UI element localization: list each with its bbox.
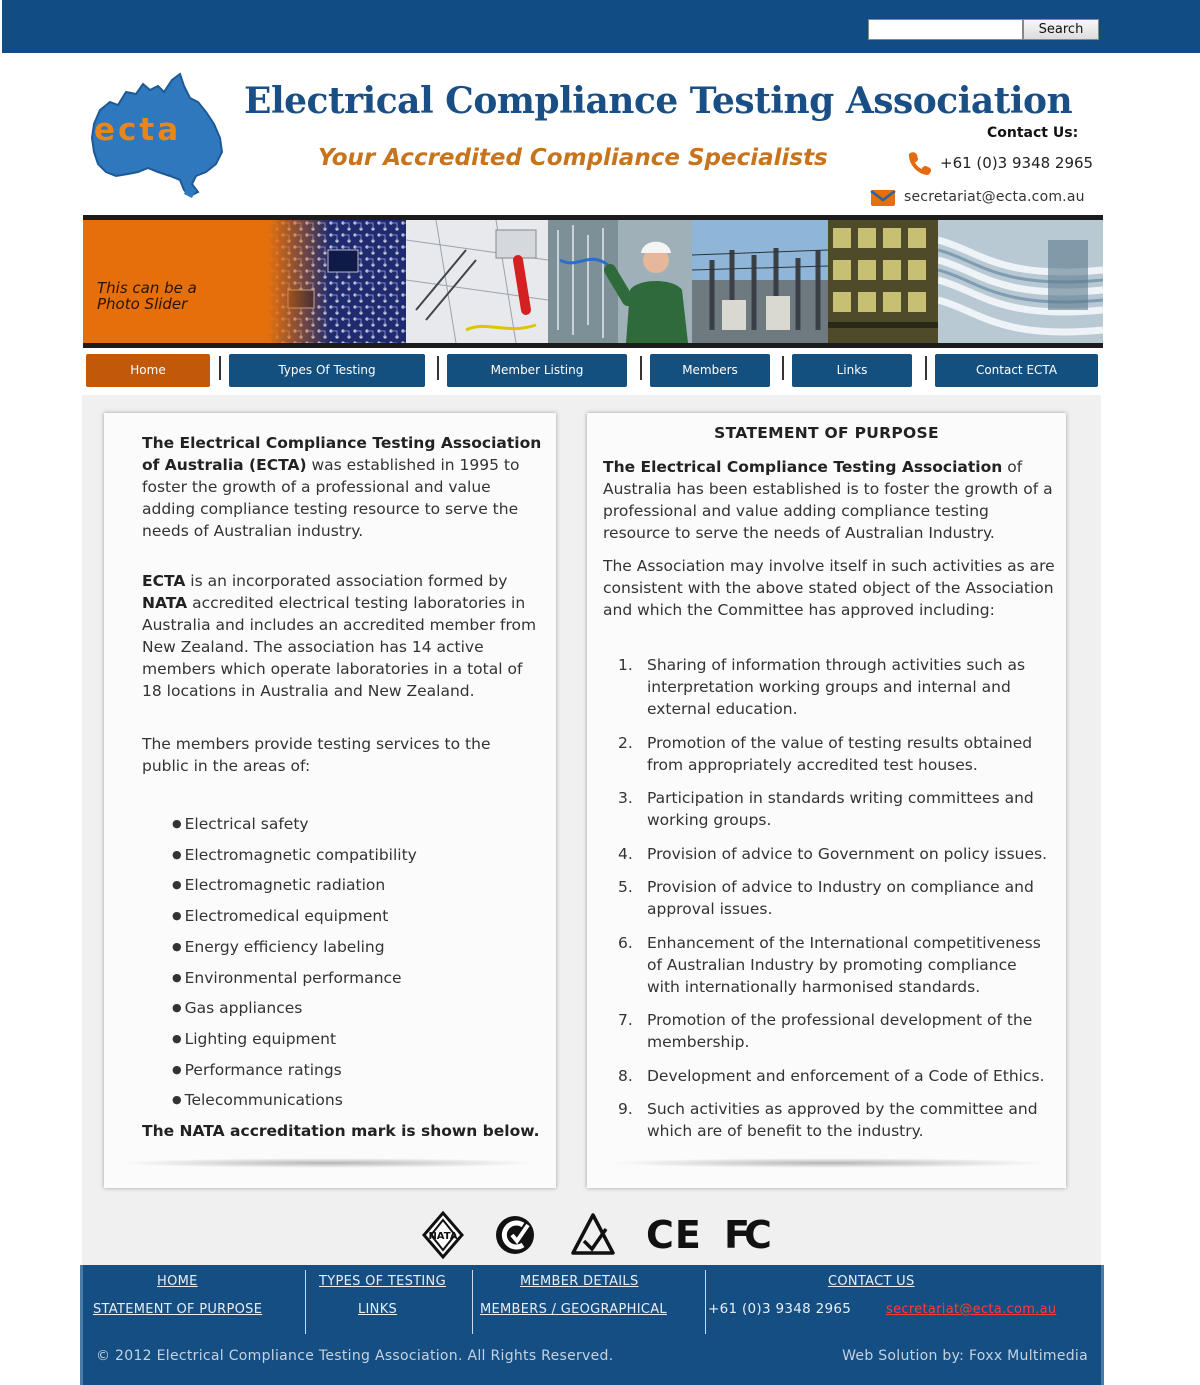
footer-link-types-of-testing[interactable]: TYPES OF TESTING	[319, 1274, 446, 1289]
footer-link-member-details[interactable]: MEMBER DETAILS	[520, 1274, 639, 1289]
list-item: 5. Provision of advice to Industry on compliance and approval issues.	[618, 878, 1034, 918]
list-item: ● Electrical safety	[172, 810, 417, 841]
list-item: ● Performance ratings	[172, 1056, 417, 1087]
nav-member-listing[interactable]: Member Listing	[447, 354, 627, 387]
banner-caption-line1: This can be a	[97, 279, 197, 297]
tools-plans-photo	[406, 220, 548, 343]
nav-types-of-testing[interactable]: Types Of Testing	[229, 354, 425, 387]
contact-phone[interactable]: +61 (0)3 9348 2965	[940, 154, 1094, 172]
purpose-list	[613, 654, 1053, 1154]
banner-caption	[97, 280, 237, 312]
nav-links[interactable]: Links	[792, 354, 912, 387]
footer-link-members-geographical[interactable]: MEMBERS / GEOGRAPHICAL	[480, 1302, 667, 1317]
substation-photo	[692, 220, 828, 343]
site-title: Electrical Compliance Testing Association	[244, 80, 1073, 122]
list-item: 4. Provision of advice to Government on policy issues.	[618, 844, 1048, 863]
footer-link-home[interactable]: HOME	[157, 1274, 198, 1289]
nav-contact-ecta[interactable]: Contact ECTA	[935, 354, 1098, 387]
list-item: 9. Such activities as approved by the committee and which are of benefit to the industry.	[618, 1100, 1038, 1140]
relay-panel-photo	[828, 220, 938, 343]
nav-separator	[925, 356, 927, 380]
footer	[80, 1265, 1104, 1385]
web-credit-text[interactable]: Web Solution by: Foxx Multimedia	[842, 1348, 1088, 1364]
footer-separator	[472, 1270, 473, 1334]
purpose-panel	[587, 413, 1066, 1188]
list-item: ● Electromagnetic radiation	[172, 871, 417, 902]
contact-email[interactable]: secretariat@ecta.com.au	[904, 189, 1085, 205]
nav-separator	[437, 356, 439, 380]
about-services-intro: The members provide testing services to the public in the areas of:	[142, 735, 491, 775]
purpose-title: STATEMENT OF PURPOSE	[714, 424, 939, 442]
list-item: 1. Sharing of information through activities such as interpretation working groups and internal and external education.	[618, 656, 1026, 718]
contact-label: Contact Us:	[987, 125, 1079, 141]
fcc-mark-icon: FC	[724, 1213, 766, 1257]
list-item: 2. Promotion of the value of testing results obtained from appropriately accredited test houses.	[618, 733, 1033, 774]
banner-border-bottom	[83, 343, 1103, 348]
list-item: ● Gas appliances	[172, 994, 417, 1025]
nata-mark-icon	[422, 1211, 464, 1259]
ecta-logo[interactable]	[88, 72, 230, 200]
testing-areas-list	[172, 810, 417, 1117]
nav-members[interactable]: Members	[650, 354, 770, 387]
purpose-activities-intro: The Association may involve itself in such activities as are consistent with the above stated object of the Association and which the Committee has approved including:	[603, 557, 1055, 619]
nav-separator	[219, 356, 221, 380]
phone-icon	[906, 150, 934, 176]
footer-link-statement[interactable]: STATEMENT OF PURPOSE	[93, 1302, 263, 1317]
footer-separator	[305, 1270, 306, 1334]
search-button[interactable]: Search	[1023, 19, 1099, 40]
network-cables-photo	[938, 220, 1103, 343]
list-item: ● Telecommunications	[172, 1086, 417, 1117]
footer-phone: +61 (0)3 9348 2965	[708, 1301, 852, 1317]
about-intro: The Electrical Compliance Testing Association of Australia (ECTA) was established in 1995 to foster the growth of a professional and value adding compliance testing resource to serve the needs of Australian industry.	[142, 434, 542, 540]
electrician-photo	[548, 220, 692, 343]
nav-separator	[640, 356, 642, 380]
banner-caption-line2: Photo Slider	[97, 295, 188, 313]
ce-mark-icon: CE	[646, 1213, 702, 1257]
list-item: ● Electromedical equipment	[172, 902, 417, 933]
nata-mark-note: The NATA accreditation mark is shown below.	[142, 1122, 540, 1140]
list-item: 6. Enhancement of the International competitiveness of Australian Industry by promoting compliance with internationally harmonised standards.	[618, 933, 1041, 996]
footer-separator	[705, 1270, 706, 1334]
list-item: 8. Development and enforcement of a Code of Ethics.	[618, 1066, 1045, 1085]
about-panel	[104, 413, 556, 1188]
list-item: ● Electromagnetic compatibility	[172, 841, 417, 872]
footer-link-links[interactable]: LINKS	[358, 1302, 398, 1317]
purpose-intro: The Electrical Compliance Testing Association of Australia has been established is to foster the growth of a professional and value adding compliance testing resource to serve the needs of Australian Industry.	[603, 458, 1053, 542]
nav-home[interactable]: Home	[86, 354, 210, 387]
footer-link-contact-us[interactable]: CONTACT US	[828, 1274, 915, 1289]
nav-separator	[782, 356, 784, 380]
list-item: ● Lighting equipment	[172, 1025, 417, 1056]
list-item: ● Environmental performance	[172, 964, 417, 995]
tagline: Your Accredited Compliance Specialists	[318, 145, 828, 171]
rcm-mark-icon	[570, 1211, 616, 1257]
footer-email-link[interactable]: secretariat@ecta.com.au	[886, 1302, 1057, 1317]
photo-banner	[83, 220, 1103, 343]
svg-text:NATA: NATA	[428, 1231, 458, 1242]
copyright-text: © 2012 Electrical Compliance Testing Association. All Rights Reserved.	[96, 1348, 614, 1364]
search-input[interactable]	[868, 19, 1023, 40]
c-tick-mark-icon	[494, 1211, 536, 1257]
logo-text: ecta	[94, 112, 182, 148]
list-item: 7. Promotion of the professional development of the membership.	[618, 1011, 1033, 1051]
panel-shadow	[118, 1158, 538, 1168]
circuit-board-photo	[268, 220, 406, 343]
panel-shadow	[609, 1158, 1049, 1168]
about-membership: ECTA is an incorporated association formed by NATA accredited electrical testing laboratories in Australia and includes an accredited member from New Zealand. The association has 14 active members which operate laboratories in a total of 18 locations in Australia and New Zealand.	[142, 572, 537, 700]
email-icon	[870, 188, 896, 208]
certification-marks	[420, 1211, 780, 1259]
list-item: 3. Participation in standards writing committees and working groups.	[618, 789, 1034, 829]
list-item: ● Energy efficiency labeling	[172, 933, 417, 964]
